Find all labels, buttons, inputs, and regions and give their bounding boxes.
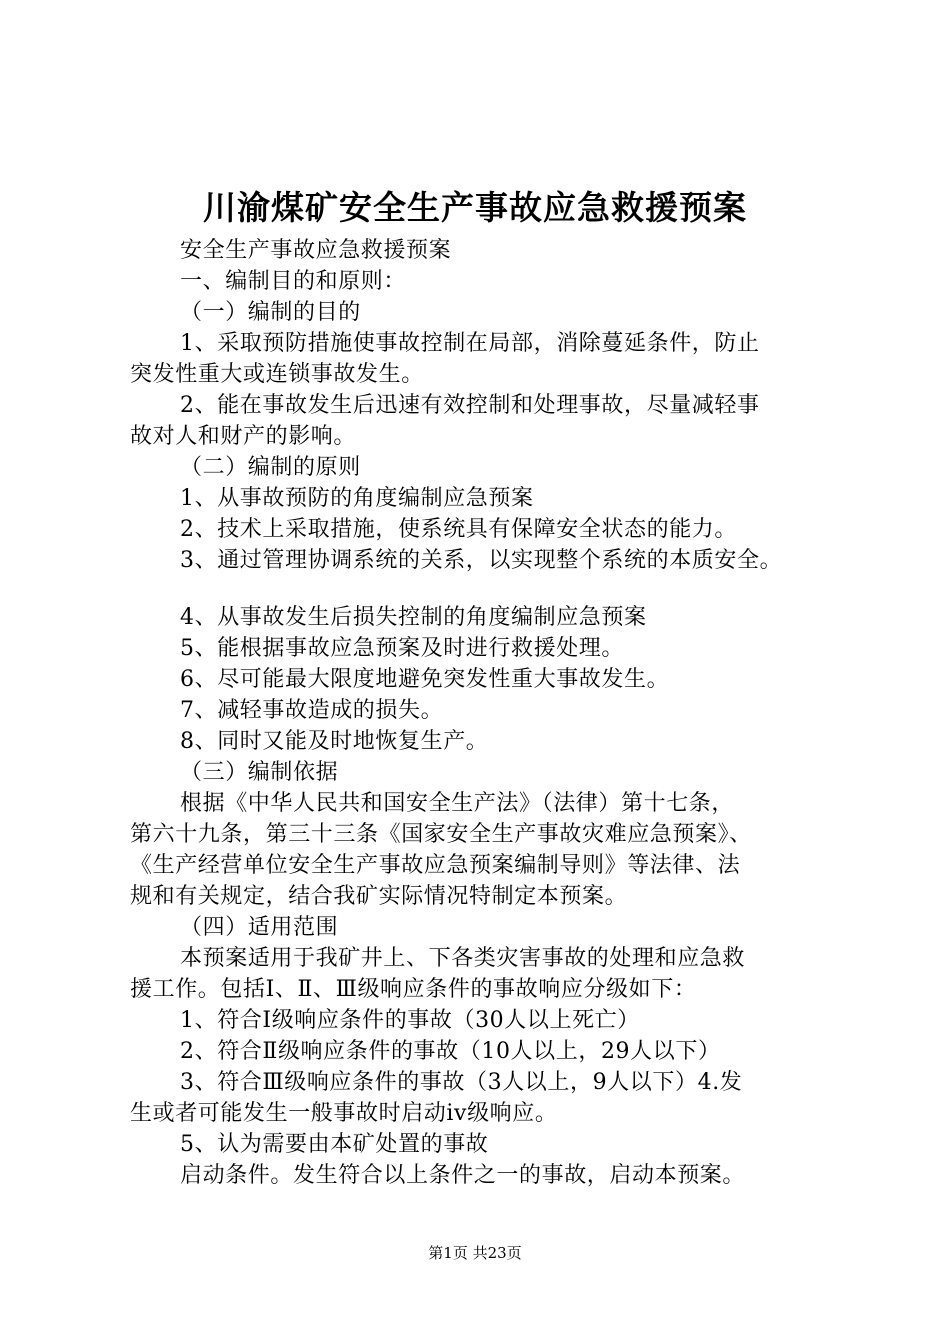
body-line-21: 规和有关规定，结合我矿实际情况特制定本预案。 (130, 884, 628, 909)
body-line-5: 突发性重大或连锁事故发生。 (130, 362, 424, 387)
body-line-22: （四）适用范围 (180, 915, 339, 940)
body-line-26: 2、符合Ⅱ级响应条件的事故（10人以上，29人以下） (180, 1039, 721, 1064)
body-line-10: 2、技术上采取措施，使系统具有保障安全状态的能力。 (180, 517, 737, 542)
body-line-6: 2、能在事故发生后迅速有效控制和处理事故，尽量减轻事 (180, 393, 760, 418)
body-line-15: 7、减轻事故造成的损失。 (180, 698, 444, 723)
body-line-18: 根据《中华人民共和国安全生产法》（法律）第十七条， (180, 791, 735, 816)
body-line-24: 援工作。包括Ⅰ、Ⅱ、Ⅲ级响应条件的事故响应分级如下： (130, 977, 697, 1002)
body-line-8: （二）编制的原则 (180, 455, 361, 480)
body-line-25: 1、符合Ⅰ级响应条件的事故（30人以上死亡） (180, 1008, 640, 1033)
body-line-11: 3、通过管理协调系统的关系，以实现整个系统的本质安全。 (180, 548, 783, 573)
body-line-23: 本预案适用于我矿井上、下各类灾害事故的处理和应急救 (180, 946, 746, 971)
body-line-29: 5、认为需要由本矿处置的事故 (180, 1132, 489, 1157)
body-line-9: 1、从事故预防的角度编制应急预案 (180, 486, 534, 511)
body-line-7: 故对人和财产的影响。 (130, 424, 357, 449)
body-line-13: 5、能根据事故应急预案及时进行救援处理。 (180, 636, 624, 661)
body-line-19: 第六十九条，第三十三条《国家安全生产事故灾难应急预案》、 (130, 822, 752, 847)
body-line-4: 1、采取预防措施使事故控制在局部，消除蔓延条件，防止 (180, 331, 760, 356)
body-line-12: 4、从事故发生后损失控制的角度编制应急预案 (180, 605, 647, 630)
body-line-28: 生或者可能发生一般事故时启动iv级响应。 (130, 1101, 558, 1126)
document-title: 川渝煤矿安全生产事故应急救援预案 (203, 188, 747, 227)
body-line-30: 启动条件。发生符合以上条件之一的事故，启动本预案。 (180, 1163, 746, 1188)
body-line-1: 安全生产事故应急救援预案 (180, 238, 452, 263)
body-line-14: 6、尽可能最大限度地避免突发性重大事故发生。 (180, 667, 670, 692)
body-line-20: 《生产经营单位安全生产事故应急预案编制导则》等法律、法 (130, 853, 741, 878)
body-line-3: （一）编制的目的 (180, 300, 361, 325)
page-footer: 第1页 共23页 (428, 1244, 522, 1262)
body-line-17: （三）编制依据 (180, 760, 339, 785)
body-line-27: 3、符合Ⅲ级响应条件的事故（3人以上，9人以下）4.发 (180, 1070, 743, 1095)
body-line-2: 一、编制目的和原则： (180, 269, 407, 294)
body-line-16: 8、同时又能及时地恢复生产。 (180, 729, 489, 754)
